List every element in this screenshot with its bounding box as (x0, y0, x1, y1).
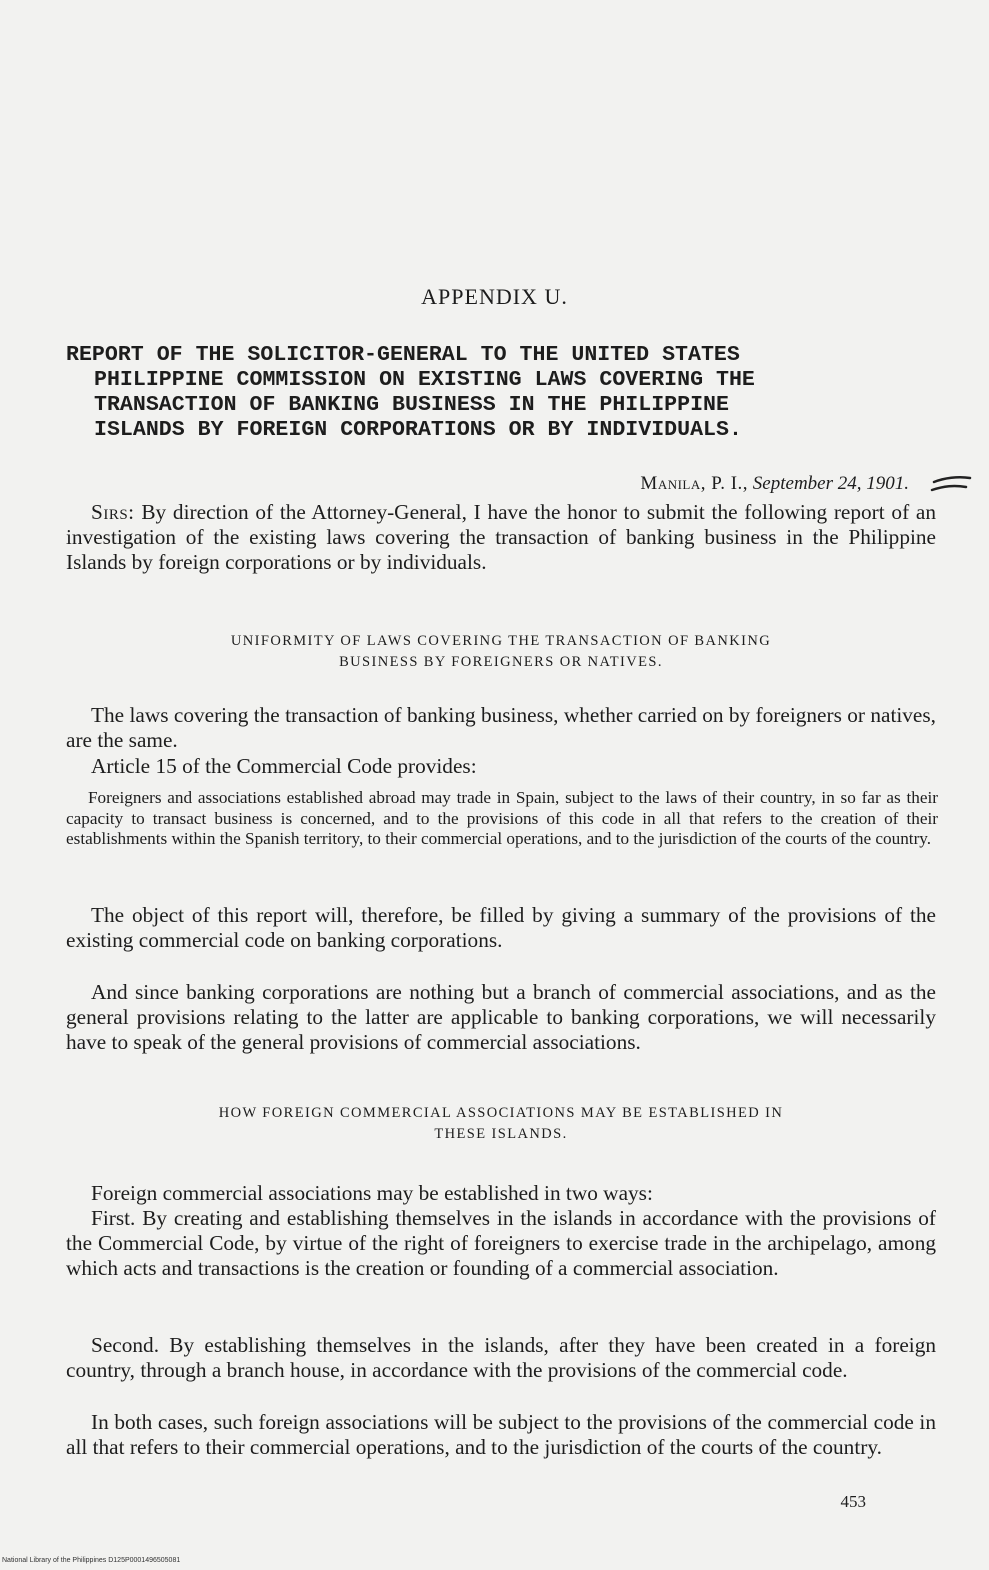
paragraph: The object of this report will, therefore, be filled by giving a summary of the provisions of the existing commercial code on banking corporations. (66, 903, 936, 952)
section-heading-line: THESE ISLANDS. (434, 1126, 568, 1142)
quoted-article: Foreigners and associations established abroad may trade in Spain, subject to the laws of their country, in so far as their capacity to transact business is concerned, and to the provisions of this code in all that refers to the creation of their establishments within the Spanish territory, to their commercial operations, and to the jurisdiction of the courts of the country. (66, 788, 938, 848)
section-heading-establishment (66, 1103, 936, 1145)
report-title-line: REPORT OF THE SOLICITOR-GENERAL TO THE UNITED STATES (66, 343, 740, 367)
paragraph: First. By creating and establishing themselves in the islands in accordance with the provisions of the Commercial Code, by virtue of the right of foreigners to exercise trade in the archipelago, among which acts and transactions is the creation or founding of a commercial association. (66, 1206, 936, 1280)
paragraph: In both cases, such foreign associations will be subject to the provisions of the commercial code in all that refers to their commercial operations, and to the jurisdiction of the courts of the country. (66, 1410, 936, 1459)
section-heading-uniformity (66, 631, 936, 673)
report-title-line: TRANSACTION OF BANKING BUSINESS IN THE PHILIPPINE (94, 393, 729, 417)
salutation-paragraph (66, 500, 936, 575)
dateline-place: Manila, P. I., (640, 473, 749, 494)
report-title (66, 343, 936, 443)
dateline-date: September 24, 1901. (752, 473, 909, 494)
paragraph: Second. By establishing themselves in the islands, after they have been created in a foreign country, through a branch house, in accordance with the provisions of the commercial code. (66, 1333, 936, 1382)
section-heading-line: HOW FOREIGN COMMERCIAL ASSOCIATIONS MAY BE ESTABLISHED IN (218, 1105, 784, 1121)
pen-mark-icon (930, 474, 974, 496)
section-heading-line: UNIFORMITY OF LAWS COVERING THE TRANSACTION OF BANKING (230, 633, 772, 649)
salutation-word: Sirs: (91, 500, 135, 524)
report-title-line: ISLANDS BY FOREIGN CORPORATIONS OR BY INDIVIDUALS. (94, 418, 742, 442)
report-title-line: PHILIPPINE COMMISSION ON EXISTING LAWS COVERING THE (94, 368, 755, 392)
paragraph: Foreign commercial associations may be established in two ways: (91, 1181, 653, 1205)
paragraph: And since banking corporations are nothing but a branch of commercial associations, and as the general provisions relating to the latter are applicable to banking corporations, we will necessarily have to speak of the general provisions of commercial associations. (66, 980, 936, 1054)
paragraph: The laws covering the transaction of banking business, whether carried on by foreigners or natives, are the same. (66, 703, 936, 752)
appendix-title: APPENDIX U. (421, 284, 568, 309)
paragraph: Article 15 of the Commercial Code provides: (91, 754, 477, 778)
footer-credit: National Library of the Philippines D125P0001496505081 (2, 1557, 181, 1564)
section-heading-line: BUSINESS BY FOREIGNERS OR NATIVES. (339, 654, 663, 670)
dateline (640, 473, 909, 495)
page-number: 453 (840, 1492, 866, 1511)
salutation-text: By direction of the Attorney-General, I have the honor to submit the following report of an investigation of the existing laws covering the transaction of banking business in the Philippine Islands by foreign corporations or by individuals. (66, 500, 936, 574)
